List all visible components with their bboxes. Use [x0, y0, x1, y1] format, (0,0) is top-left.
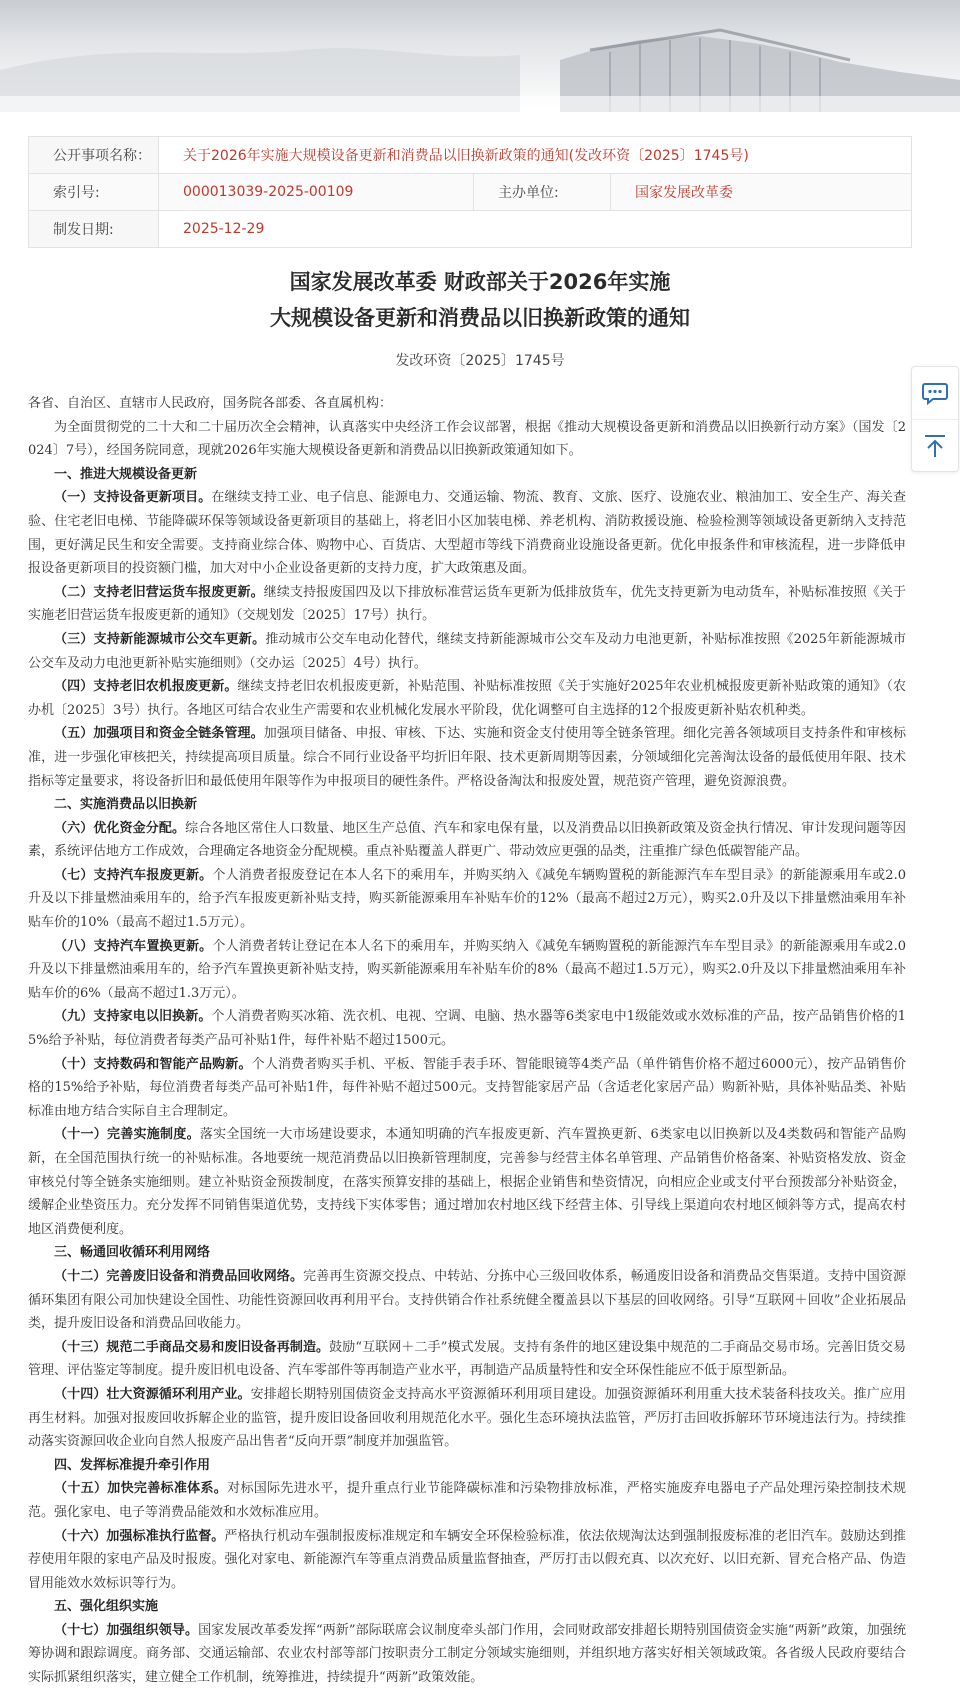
paragraph-12-title: （十二）完善废旧设备和消费品回收网络。 [54, 1268, 304, 1284]
section-heading-1: 一、推进大规模设备更新 [54, 466, 198, 482]
salutation: 各省、自治区、直辖市人民政府，国务院各部委、各直属机构： [28, 396, 393, 411]
title-line-2: 大规模设备更新和消费品以旧换新政策的通知 [270, 306, 690, 330]
paragraph-15-text: 对标国际先进水平，提升重点行业节能降碳标准和污染物排放标准，严格实施废弃电器电子产品处理污染控制技术规范。强化家电、电子等消费品能效和水效标准应用。 [28, 1481, 906, 1520]
section-heading-4: 四、发挥标准提升牵引作用 [54, 1457, 211, 1473]
paragraph-8-text: 个人消费者转让登记在本人名下的乘用车，并购买纳入《减免车辆购置税的新能源汽车车型目录》的新能源乘用车或2.0升及以下排量燃油乘用车的，给予汽车置换更新补贴支持，购买新能源乘用车补贴车价的8%（最高不超过1.5万元），购买2.0升及以下排量燃油乘用车补贴车价的6%（最高不超过1.3万元）。 [28, 938, 906, 1001]
paragraph-1 [28, 486, 906, 580]
paragraph-6 [28, 817, 906, 864]
paragraph-1-title: （一）支持设备更新项目。 [54, 490, 212, 506]
document-body [28, 392, 906, 1690]
paragraph-11-title: （十一）完善实施制度。 [54, 1127, 200, 1143]
document-number: 发改环资〔2025〕1745号 [395, 353, 565, 369]
organizer-value: 国家发展改革委 [611, 174, 912, 211]
paragraph-4-title: （四）支持老旧农机报废更新。 [54, 679, 238, 695]
paragraph-13-title: （十三）规范二手商品交易和废旧设备再制造。 [54, 1339, 330, 1355]
paragraph-2-text: 继续支持报废国四及以下排放标准营运货车更新为低排放货车，优先支持更新为电动货车，补贴标准按照《关于实施老旧营运货车报废更新的通知》（交规划发〔2025〕17号）执行。 [28, 584, 906, 624]
paragraph-9-text: 个人消费者购买冰箱、洗衣机、电视、空调、电脑、热水器等6类家电中1级能效或水效标准的产品，按产品销售价格的15%给予补贴，每位消费者每类产品可补贴1件，每件补贴不超过1500元。 [28, 1009, 906, 1049]
paragraph-13-text: 鼓励“互联网＋二手”模式发展。支持有条件的地区建设集中规范的二手商品交易市场。完善旧货交易管理、评估鉴定等制度。提升废旧机电设备、汽车零部件等再制造产业水平，再制造产品质量特性和安全环保性能应不低于原型新品。 [28, 1339, 906, 1379]
paragraph-3-text: 推动城市公交车电动化替代，继续支持新能源城市公交车及动力电池更新，补贴标准按照《2025年新能源城市公交车及动力电池更新补贴实施细则》（交办运〔2025〕4号）执行。 [28, 631, 906, 671]
paragraph-11 [28, 1123, 906, 1241]
paragraph-7-text: 个人消费者报废登记在本人名下的乘用车，并购买纳入《减免车辆购置税的新能源汽车车型目录》的新能源乘用车或2.0升及以下排量燃油乘用车的，给予汽车报废更新补贴支持，购买新能源乘用车补贴车价的12%（最高不超过2万元），购买2.0升及以下排量燃油乘用车补贴车价的10%（最高不超过1.5万元）。 [28, 867, 906, 931]
paragraph-10-title: （十）支持数码和智能产品购新。 [54, 1056, 252, 1072]
paragraph-14-text: 安排超长期特别国债资金支持高水平资源循环利用项目建设。加强资源循环利用重大技术装备科技攻关。推广应用再生材料。加强对报废回收拆解企业的监管，提升废旧设备回收利用规范化水平。强化生态环境执法监管，严厉打击回收拆解环节环境违法行为。持续推动落实资源回收企业向自然人报废产品出售者“反向开票”制度并加强监管。 [28, 1386, 906, 1450]
paragraph-8-title: （八）支持汽车置换更新。 [54, 938, 213, 954]
paragraph-16-text: 严格执行机动车强制报废标准规定和车辆安全环保检验标准，依法依规淘汰达到强制报废标准的老旧汽车。鼓励达到推荐使用年限的家电产品及时报废。强化对家电、新能源汽车等重点消费品质量监督抽查，严厉打击以假充真、以次充好、以旧充新、冒充合格产品、伪造冒用能效水效标识等行为。 [28, 1528, 906, 1591]
item-name-label: 公开事项名称： [29, 137, 159, 174]
paragraph-5-text: 加强项目储备、申报、审核、下达、实施和资金支付使用等全链条管理。细化完善各领域项目支持条件和审核标准，进一步强化审核把关，持续提高项目质量。综合不同行业设备平均折旧年限、技术更新周期等因素，分领域细化完善淘汰设备的最低使用年限、技术指标等定量要求，将设备折旧和最低使用年限等作为申报项目的硬性条件。严格设备淘汰和报废处置，规范资产管理，避免资源浪费。 [28, 726, 906, 789]
paragraph-5 [28, 722, 906, 793]
paragraph-14 [28, 1383, 906, 1454]
intro-paragraph: 为全面贯彻党的二十大和二十届历次全会精神，认真落实中央经济工作会议部署，根据《推动大规模设备更新和消费品以旧换新行动方案》（国发〔2024〕7号），经国务院同意，现就2026年实施大规模设备更新和消费品以旧换新政策通知如下。 [28, 419, 906, 459]
paragraph-11-text: 落实全国统一大市场建设要求，本通知明确的汽车报废更新、汽车置换更新、6类家电以旧换新以及4类数码和智能产品购新，在全国范围执行统一的补贴标准。各地要统一规范消费品以旧换新管理制度，完善参与经营主体名单管理、产品销售价格备案、补贴资格发放、资金审核兑付等全链条实施细则。建立补贴资金预拨制度，在落实预算安排的基础上，根据企业销售和垫资情况，向相应企业或支付平台预拨部分补贴资金，缓解企业垫资压力。充分发挥不同销售渠道优势，支持线下实体零售；通过增加农村地区线下经营主体、引导线上渠道向农村地区倾斜等方式，提高农村地区消费便利度。 [28, 1127, 906, 1237]
paragraph-6-title: （六）优化资金分配。 [54, 820, 186, 836]
paragraph-4-text: 继续支持老旧农机报废更新，补贴范围、补贴标准按照《关于实施好2025年农业机械报废更新补贴政策的通知》（农办机〔2025〕3号）执行。各地区可结合农业生产需要和农业机械化发展水平阶段，优化调整可自主选择的12个报废更新补贴农机种类。 [28, 679, 906, 718]
section-heading-5: 五、强化组织实施 [54, 1599, 159, 1615]
paragraph-13 [28, 1336, 906, 1383]
title-line-1: 国家发展改革委 财政部关于2026年实施 [289, 270, 671, 294]
back-to-top-button[interactable] [912, 419, 958, 472]
paragraph-10-text: 个人消费者购买手机、平板、智能手表手环、智能眼镜等4类产品（单件销售价格不超过6000元），按产品销售价格的15%给予补贴，每位消费者每类产品可补贴1件，每件补贴不超过500元。支持智能家居产品（含适老化家居产品）购新补贴，具体补贴品类、补贴标准由地方结合实际自主合理制定。 [28, 1056, 906, 1119]
section-heading-3: 三、畅通回收循环利用网络 [54, 1245, 211, 1261]
section-heading-2: 二、实施消费品以旧换新 [54, 797, 198, 813]
paragraph-12-text: 完善再生资源交投点、中转站、分拣中心三级回收体系，畅通废旧设备和消费品交售渠道。支持中国资源循环集团有限公司加快建设全国性、功能性资源回收再利用平台。支持供销合作社系统健全覆盖县以下基层的回收网络。引导“互联网＋回收”企业拓展品类，提升废旧设备和消费品回收能力。 [28, 1268, 906, 1332]
paragraph-15 [28, 1477, 906, 1524]
organizer-label: 主办单位: [474, 174, 611, 211]
paragraph-17 [28, 1619, 906, 1690]
header-banner [0, 0, 960, 112]
chat-bubble-icon [921, 379, 949, 407]
paragraph-17-title: （十七）加强组织领导。 [54, 1622, 199, 1638]
paragraph-5-title: （五）加强项目和资金全链条管理。 [54, 726, 264, 742]
chat-button[interactable] [912, 367, 958, 419]
paragraph-16-title: （十六）加强标准执行监督。 [54, 1528, 225, 1544]
item-name-value: 关于2026年实施大规模设备更新和消费品以旧换新政策的通知(发改环资〔2025〕1745号) [159, 137, 912, 174]
paragraph-3 [28, 628, 906, 675]
index-label: 索引号: [29, 174, 159, 211]
paragraph-1-text: 在继续支持工业、电子信息、能源电力、交通运输、物流、教育、文旅、医疗、设施农业、粮油加工、安全生产、海关查验、住宅老旧电梯、节能降碳环保等领域设备更新项目的基础上，将老旧小区加装电梯、养老机构、消防救援设施、检验检测等领域设备更新纳入支持范围，更好满足民生和安全需要。支持商业综合体、购物中心、百货店、大型超市等线下消费商业设施设备更新。优化申报条件和审核流程，进一步降低申报设备更新项目的投资额门槛，加大对中小企业设备更新的支持力度，扩大政策惠及面。 [28, 490, 906, 577]
date-value: 2025-12-29 [159, 211, 912, 248]
paragraph-3-title: （三）支持新能源城市公交车更新。 [54, 631, 266, 647]
paragraph-7-title: （七）支持汽车报废更新。 [54, 867, 213, 883]
paragraph-14-title: （十四）壮大资源循环利用产业。 [54, 1386, 251, 1402]
date-label: 制发日期: [29, 211, 159, 248]
paragraph-16 [28, 1525, 906, 1596]
paragraph-15-title: （十五）加快完善标准体系。 [54, 1481, 228, 1497]
side-toolbar [911, 366, 959, 472]
paragraph-2 [28, 581, 906, 628]
paragraph-8 [28, 935, 906, 1006]
back-to-top-icon [922, 432, 948, 460]
paragraph-9 [28, 1005, 906, 1052]
paragraph-10 [28, 1053, 906, 1124]
paragraph-2-title: （二）支持老旧营运货车报废更新。 [54, 584, 264, 600]
landmark-skyline-graphic [0, 0, 960, 112]
paragraph-17-text: 国家发展改革委发挥“两新”部际联席会议制度牵头部门作用，会同财政部安排超长期特别国债资金实施“两新”政策，加强统筹协调和跟踪调度。商务部、交通运输部、农业农村部等部门按职责分工制定分领域实施细则，并组织地方落实好相关领域政策。各省级人民政府要结合实际抓紧组织落实，建立健全工作机制，统筹推进，持续提升“两新”政策效能。 [28, 1622, 906, 1686]
paragraph-9-title: （九）支持家电以旧换新。 [54, 1009, 212, 1025]
paragraph-12 [28, 1265, 906, 1336]
metadata-table [28, 136, 912, 248]
paragraph-6-text: 综合各地区常住人口数量、地区生产总值、汽车和家电保有量，以及消费品以旧换新政策及资金执行情况、审计发现问题等因素，系统评估地方工作成效，合理确定各地资金分配规模。重点补贴覆盖人群更广、带动效应更强的品类，注重推广绿色低碳智能产品。 [28, 820, 906, 860]
document-title [0, 264, 960, 336]
paragraph-4 [28, 675, 906, 722]
paragraph-7 [28, 864, 906, 935]
index-value: 000013039-2025-00109 [159, 174, 474, 211]
